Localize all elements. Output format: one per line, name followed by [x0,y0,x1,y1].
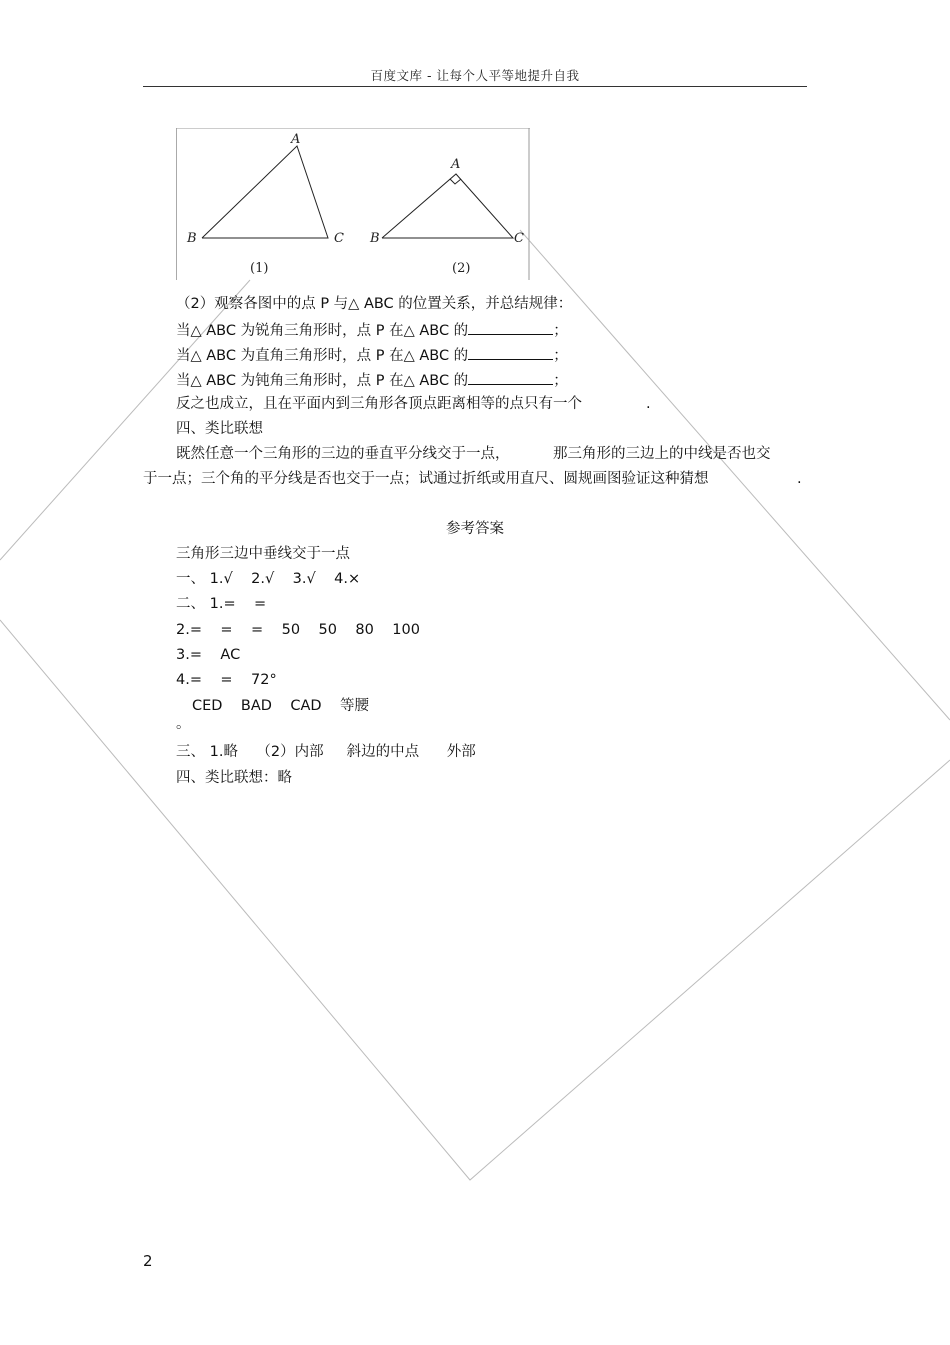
section4-para-1a: 既然任意一个三角形的三边的垂直平分线交于一点， [176,446,510,462]
right-answer-blank[interactable] [468,345,553,360]
section4-title: 四、类比联想 [176,421,263,437]
section4-period: . [797,471,802,487]
header-rule [143,86,807,87]
triangle-1 [186,132,344,276]
answers-line-2: 二、 1.= = [176,596,267,612]
right-suffix: ； [553,348,568,364]
right-text: 当△ ABC 为直角三角形时，点 P 在△ ABC 的 [176,348,469,364]
answers-line-3: 2.= = = 50 50 80 100 [176,622,420,638]
obtuse-suffix: ； [553,373,568,389]
tri1-caption: (1) [250,261,269,276]
answers-line-4: 3.= AC [176,647,241,663]
answers-line-7: 。 [176,716,191,732]
acute-suffix: ； [553,323,568,339]
answers-subtitle: 三角形三边中垂线交于一点 [176,546,350,562]
answers-title: 参考答案 [446,521,504,537]
right-line [176,345,568,365]
section4-para-1b: 那三角形的三边上的中线是否也交 [553,446,771,462]
answers-line-1: 一、 1.√ 2.√ 3.√ 4.× [176,571,361,587]
tri2-caption: (2) [452,261,471,276]
acute-line [176,320,568,340]
section4-para-2: 于一点；三个角的平分线是否也交于一点；试通过折纸或用直尺、圆规画图验证这种猜想 [143,471,709,487]
answers-line-8: 三、 1.略 （2）内部 斜边的中点 外部 [176,744,476,760]
tri2-label-a: A [451,157,461,172]
converse-period: . [646,396,651,412]
tri2-label-c: C [514,231,524,246]
triangles-figure [176,128,530,280]
acute-answer-blank[interactable] [468,320,553,335]
page-header: 百度文库 - 让每个人平等地提升自我 [370,68,580,83]
obtuse-line [176,370,568,390]
tri1-label-a: A [291,132,301,147]
answers-line-9: 四、类比联想：略 [176,770,292,786]
converse-line: 反之也成立，且在平面内到三角形各顶点距离相等的点只有一个 [176,396,582,412]
tri2-label-b: B [370,231,380,246]
question-intro: （2）观察各图中的点 P 与△ ABC 的位置关系，并总结规律： [176,296,573,312]
answers-line-6: CED BAD CAD 等腰 [192,698,370,714]
obtuse-text: 当△ ABC 为钝角三角形时，点 P 在△ ABC 的 [176,373,469,389]
tri1-label-c: C [334,231,344,246]
page-number: 2 [143,1252,153,1270]
answers-line-5: 4.= = 72° [176,672,277,688]
tri1-label-b: B [187,231,197,246]
obtuse-answer-blank[interactable] [468,370,553,385]
acute-text: 当△ ABC 为锐角三角形时，点 P 在△ ABC 的 [176,323,469,339]
triangle-2 [369,157,524,276]
